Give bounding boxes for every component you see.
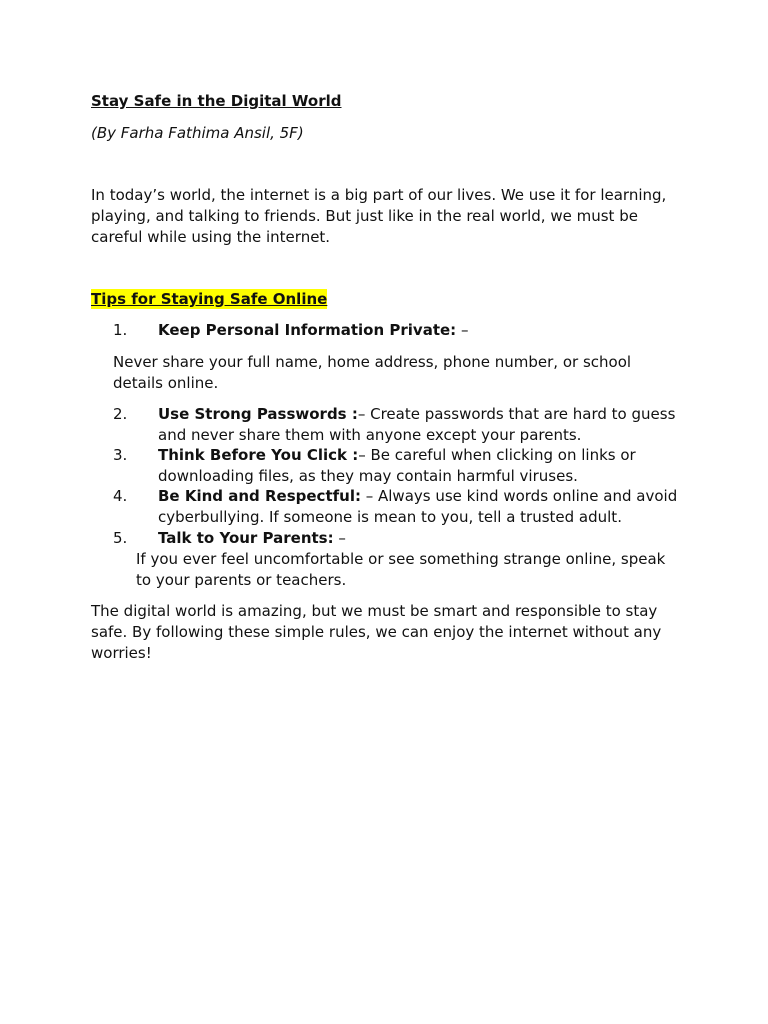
tip-item xyxy=(113,404,681,446)
tip-label: Use Strong Passwords : xyxy=(158,405,358,423)
closing-paragraph: The digital world is amazing, but we must be smart and responsible to stay safe. By following these simple rules, we can enjoy the internet without any worries! xyxy=(91,602,662,662)
tips-heading: Tips for Staying Safe Online xyxy=(91,290,328,308)
author-byline: (By Farha Fathima Ansil, 5F) xyxy=(91,124,304,142)
tip-detail: If you ever feel uncomfortable or see something strange online, speak to your parents or teachers. xyxy=(136,550,666,589)
tip-number: 5. xyxy=(113,529,128,547)
tip-text: – Be careful when clicking on links or downloading files, as they may contain harmful viruses. xyxy=(158,446,636,485)
tip-label: Keep Personal Information Private: xyxy=(158,321,457,339)
tip-item xyxy=(113,486,681,528)
tip-number: 3. xyxy=(113,446,128,464)
tip-text: – Always use kind words online and avoid cyberbullying. If someone is mean to you, tell a trusted adult. xyxy=(158,487,678,526)
tip-text: – xyxy=(333,529,346,547)
tip-text: – Create passwords that are hard to guess and never share them with anyone except your parents. xyxy=(158,405,676,444)
tip-number: 1. xyxy=(113,321,128,339)
tip-number: 4. xyxy=(113,487,128,505)
tip-label: Be Kind and Respectful: xyxy=(158,487,361,505)
tip-item xyxy=(113,445,681,487)
tip-label: Think Before You Click : xyxy=(158,446,359,464)
tip-number: 2. xyxy=(113,405,128,423)
tip-detail: Never share your full name, home address, phone number, or school details online. xyxy=(113,353,632,392)
tip-item xyxy=(113,320,681,341)
intro-paragraph: In today’s world, the internet is a big part of our lives. We use it for learning, playing, and talking to friends. But just like in the real world, we must be careful while using the internet. xyxy=(91,186,667,246)
tip-text: – xyxy=(456,321,469,339)
tip-label: Talk to Your Parents: xyxy=(158,529,334,547)
tip-item xyxy=(113,528,681,549)
document-title: Stay Safe in the Digital World xyxy=(91,92,342,110)
